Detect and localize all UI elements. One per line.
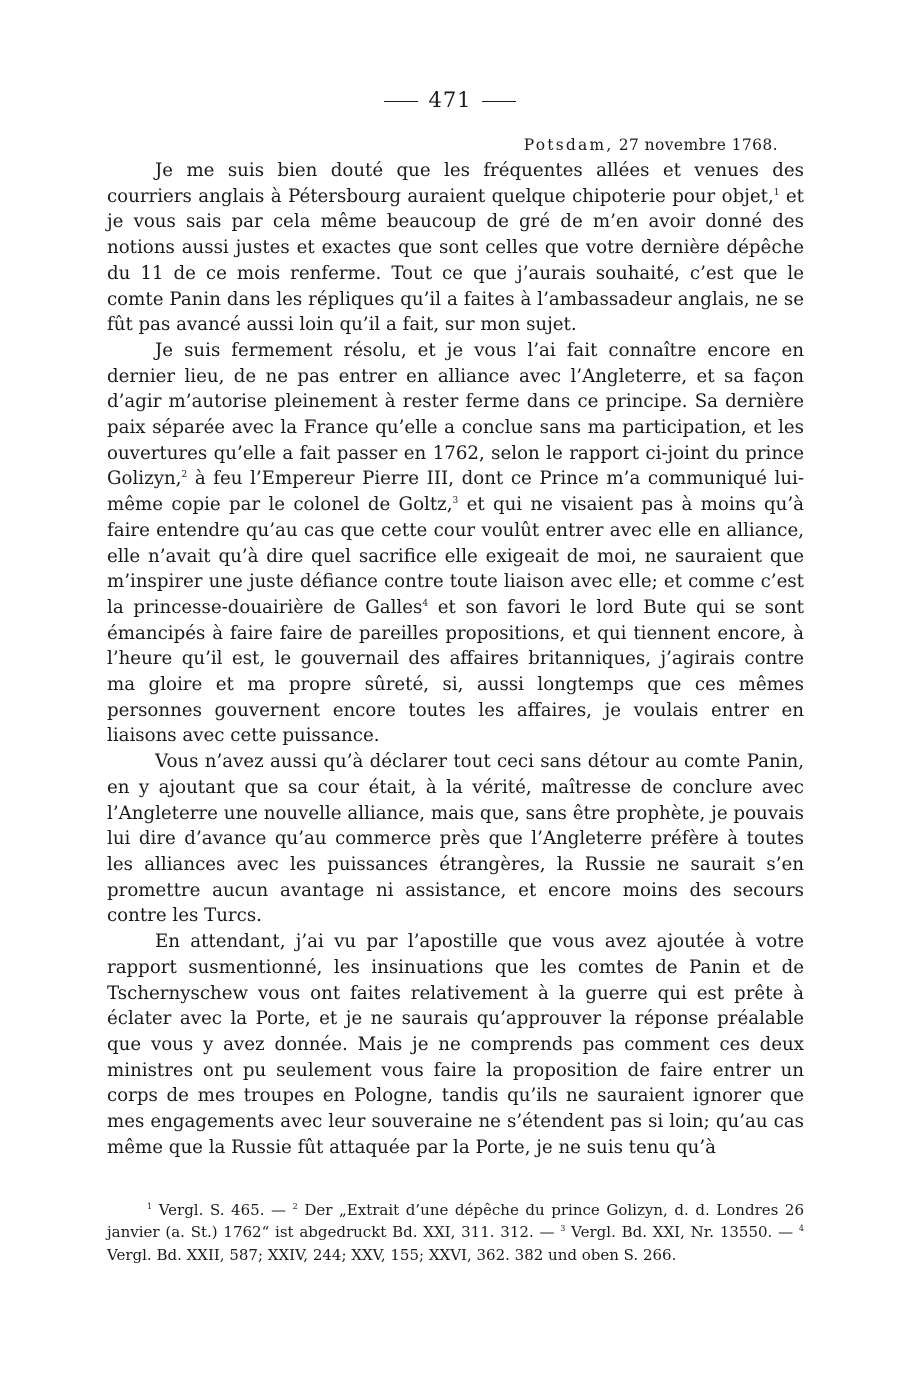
text-run: et son favori le lord Bute qui se sont émancipés à faire faire de pareilles propositions, et qui tiennent encore, à l’heure qu’il est, le gouvernail des affaires britanniques, j’agirais contre ma gloire et ma propre sûreté, si, aussi longtemps que ces mêmes personnes gouvernent encore toutes les affaires, je voulais entrer en liaisons avec cette puissance.: [107, 596, 804, 747]
text-run: Der „Extrait d’une dépêche du prince Golizyn, d. d. Londres 26 janvier (a. St.) 1762“ ist abgedruckt Bd. XXI, 311. 312. —: [107, 1201, 804, 1242]
footnote-marker: 2: [292, 1202, 298, 1211]
letter-dateline: [524, 136, 778, 154]
text-run: à feu l’Empereur Pierre III, dont ce Prince m’a communiqué lui-même copie par le colonel de Goltz,: [107, 468, 804, 516]
footnote-marker: 1: [773, 187, 780, 198]
body-paragraph: [107, 749, 804, 929]
text-run: En attendant, j’ai vu par l’apostille que vous avez ajoutée à votre rapport susmentionné, les insinuations que les comtes de Panin et de Tschernyschew vous ont faites relativement à la guerre qui est prête à éclater avec la Porte, et je ne saurais qu’approuver la réponse préalable que vous y avez donnée. Mais je ne comprends pas comment ces deux ministres ont pu seulement vous faire la proposition de faire entrer un corps de mes troupes en Pologne, tandis qu’ils ne sauraient ignorer que mes engagements avec leur souveraine ne s’étendent pas si loin; qu’au cas même que la Russie fût attaquée par la Porte, je ne suis tenu qu’à: [107, 931, 804, 1158]
footnotes-text: [107, 1199, 804, 1266]
header-dash-right: [482, 101, 516, 102]
text-run: Vous n’avez aussi qu’à déclarer tout ceci sans détour au comte Panin, en y ajoutant que sa cour était, à la vérité, maîtresse de conclure avec l’Angleterre une nouvelle alliance, mais que, sans être prophète, je pouvais lui dire d’avance qu’au commerce près que l’Angleterre préfère à toutes les alliances avec les puissances étrangères, la Russie ne saurait s’en promettre aucun avantage ni assistance, et encore moins des secours contre les Turcs.: [107, 751, 804, 927]
footnote-marker: 4: [798, 1224, 804, 1234]
text-run: Je suis fermement résolu, et je vous l’ai fait connaître encore en dernier lieu, de ne pas entrer en alliance avec l’Angleterre, et sa façon d’agir m’autorise pleinement à rester ferme dans ce principe. Sa dernière paix séparée avec la France qu’elle a conclue sans ma participation, et les ouvertures qu’elle a fait passer en 1762, selon le rapport ci-joint du prince Golizyn,: [107, 339, 804, 490]
body-paragraph: [107, 929, 804, 1160]
text-run: et qui ne visaient pas à moins qu’à faire entendre qu’au cas que cette cour voulût entrer avec elle en alliance, elle n’avait qu’à dire quel sacrifice elle exigeait de moi, ne sauraient que m’inspirer une juste défiance contre toute liaison avec elle; et comme c’est la princesse-douairière de Galles: [107, 494, 804, 618]
letter-body: [107, 158, 804, 1160]
text-run: et je vous sais par cela même beaucoup de gré de m’en avoir donné des notions aussi justes et exactes que sont celles que votre dernière dépêche du 11 de ce mois renferme. Tout ce que j’aurais souhaité, c’est que le comte Panin dans les répliques qu’il a faites à l’ambassadeur anglais, ne se fût pas avancé aussi loin qu’il a fait, sur mon sujet.: [107, 185, 804, 336]
page-number: 471: [428, 88, 472, 112]
header-dash-left: [384, 101, 418, 102]
footnote-marker: 2: [181, 470, 188, 481]
dateline-date: 27 novembre 1768.: [618, 136, 778, 154]
body-paragraph: [107, 338, 804, 749]
footnote-marker: 3: [452, 496, 459, 507]
dateline-place: Potsdam,: [523, 136, 614, 154]
body-paragraph: [107, 158, 804, 338]
text-run: Vergl. Bd. XXI, Nr. 13550. —: [565, 1223, 799, 1242]
footnote-marker: 3: [560, 1224, 566, 1234]
text-run: Vergl. S. 465. —: [152, 1201, 293, 1219]
page-header: [0, 88, 900, 112]
footnote-marker: 1: [147, 1202, 153, 1211]
footnote-marker: 4: [422, 598, 429, 609]
text-run: Je me suis bien douté que les fréquentes allées et venues des courriers anglais à Pétersbourg auraient quelque chipoterie pour objet,: [107, 160, 804, 207]
text-run: Vergl. Bd. XXII, 587; XXIV, 244; XXV, 155; XXVI, 362. 382 und oben S. 266.: [107, 1245, 677, 1264]
footnotes-block: [107, 1199, 804, 1266]
